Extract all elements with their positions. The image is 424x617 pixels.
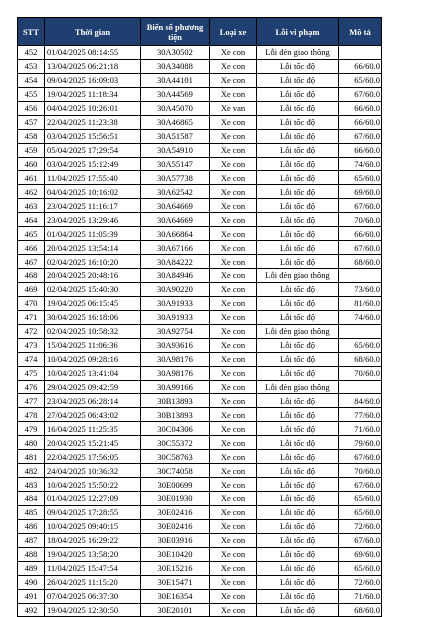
table-row [18,547,382,561]
cell-plate: 30C04306 [141,422,210,436]
cell-plate: 30E15216 [141,561,210,575]
table-row [18,380,382,394]
column-header-time: Thời gian [45,18,141,46]
table-row [18,296,382,310]
cell-time: 19/04/2025 11:18:34 [45,87,141,101]
cell-stt: 452 [18,46,45,60]
cell-vehicle-type: Xe con [210,213,257,227]
cell-plate: 30A99166 [141,380,210,394]
table-row [18,589,382,603]
cell-description: 68/60.0 [339,603,382,617]
cell-plate: 30A93616 [141,338,210,352]
cell-plate: 30B13893 [141,394,210,408]
cell-violation: Lỗi tốc độ [257,282,339,296]
cell-vehicle-type: Xe con [210,450,257,464]
cell-plate: 30A84222 [141,255,210,269]
cell-plate: 30A91933 [141,296,210,310]
table-row [18,561,382,575]
header-row [18,18,382,46]
cell-time: 16/04/2025 11:25:35 [45,422,141,436]
cell-violation: Lỗi tốc độ [257,171,339,185]
cell-time: 18/04/2025 16:29:22 [45,533,141,547]
cell-vehicle-type: Xe con [210,366,257,380]
column-header-plate: Biển số phương tiện [141,18,210,46]
cell-stt: 479 [18,422,45,436]
cell-stt: 465 [18,227,45,241]
cell-time: 23/04/2025 13:29:46 [45,213,141,227]
cell-stt: 461 [18,171,45,185]
cell-violation: Lỗi đèn giao thông [257,269,339,283]
table-row [18,603,382,617]
cell-stt: 487 [18,533,45,547]
table-row [18,199,382,213]
cell-description: 67/60.0 [339,87,382,101]
cell-stt: 484 [18,492,45,506]
cell-time: 01/04/2025 11:05:39 [45,227,141,241]
cell-plate: 30B13893 [141,408,210,422]
cell-vehicle-type: Xe con [210,352,257,366]
cell-plate: 30A57738 [141,171,210,185]
cell-violation: Lỗi tốc độ [257,199,339,213]
cell-description: 65/60.0 [339,492,382,506]
cell-plate: 30E00699 [141,478,210,492]
cell-time: 04/04/2025 10:16:02 [45,185,141,199]
cell-stt: 492 [18,603,45,617]
cell-description: 72/60.0 [339,519,382,533]
cell-time: 09/04/2025 16:09:03 [45,73,141,87]
cell-stt: 472 [18,324,45,338]
cell-time: 29/04/2025 09:42:59 [45,380,141,394]
cell-vehicle-type: Xe con [210,296,257,310]
cell-violation: Lỗi tốc độ [257,241,339,255]
table-row [18,464,382,478]
cell-vehicle-type: Xe con [210,478,257,492]
cell-description: 66/60.0 [339,227,382,241]
cell-description: 79/60.0 [339,436,382,450]
cell-violation: Lỗi đèn giao thông [257,46,339,60]
cell-vehicle-type: Xe van [210,101,257,115]
cell-plate: 30A62542 [141,185,210,199]
cell-vehicle-type: Xe con [210,547,257,561]
table-row [18,575,382,589]
cell-violation: Lỗi tốc độ [257,547,339,561]
cell-violation: Lỗi tốc độ [257,101,339,115]
cell-stt: 491 [18,589,45,603]
cell-violation: Lỗi đèn giao thông [257,324,339,338]
cell-vehicle-type: Xe con [210,115,257,129]
cell-vehicle-type: Xe con [210,73,257,87]
cell-stt: 477 [18,394,45,408]
table-row [18,269,382,283]
table-row [18,157,382,171]
cell-vehicle-type: Xe con [210,408,257,422]
cell-plate: 30A34088 [141,59,210,73]
cell-description: 66/60.0 [339,143,382,157]
cell-plate: 30A44569 [141,87,210,101]
cell-stt: 481 [18,450,45,464]
table-row [18,241,382,255]
cell-plate: 30A98176 [141,352,210,366]
cell-time: 07/04/2025 06:37:30 [45,589,141,603]
cell-description: 67/60.0 [339,199,382,213]
cell-violation: Lỗi tốc độ [257,492,339,506]
cell-violation: Lỗi tốc độ [257,533,339,547]
cell-description: 69/60.0 [339,547,382,561]
cell-time: 19/04/2025 06:15:45 [45,296,141,310]
cell-vehicle-type: Xe con [210,464,257,478]
cell-vehicle-type: Xe con [210,227,257,241]
cell-stt: 454 [18,73,45,87]
cell-vehicle-type: Xe con [210,282,257,296]
cell-vehicle-type: Xe con [210,87,257,101]
cell-description: 71/60.0 [339,589,382,603]
cell-violation: Lỗi tốc độ [257,366,339,380]
cell-stt: 455 [18,87,45,101]
cell-plate: 30E02416 [141,505,210,519]
cell-violation: Lỗi tốc độ [257,73,339,87]
cell-stt: 466 [18,241,45,255]
cell-plate: 30A66864 [141,227,210,241]
cell-time: 19/04/2025 12:30:50 [45,603,141,617]
cell-plate: 30E10420 [141,547,210,561]
cell-plate: 30A44101 [141,73,210,87]
violations-table [17,17,382,617]
table-row [18,115,382,129]
cell-plate: 30C58763 [141,450,210,464]
cell-time: 27/04/2025 06:43:02 [45,408,141,422]
cell-time: 19/04/2025 13:58:20 [45,547,141,561]
cell-time: 05/04/2025 17:29:54 [45,143,141,157]
table-row [18,73,382,87]
cell-time: 10/04/2025 09:40:15 [45,519,141,533]
cell-stt: 486 [18,519,45,533]
cell-violation: Lỗi tốc độ [257,603,339,617]
cell-vehicle-type: Xe con [210,241,257,255]
table-row [18,422,382,436]
cell-vehicle-type: Xe con [210,143,257,157]
cell-violation: Lỗi tốc độ [257,115,339,129]
table-row [18,255,382,269]
cell-violation: Lỗi tốc độ [257,338,339,352]
cell-stt: 482 [18,464,45,478]
cell-description [339,269,382,283]
cell-violation: Lỗi tốc độ [257,422,339,436]
cell-time: 04/04/2025 10:26:01 [45,101,141,115]
cell-description [339,380,382,394]
cell-vehicle-type: Xe con [210,394,257,408]
cell-description: 65/60.0 [339,561,382,575]
cell-time: 20/04/2025 13:54:14 [45,241,141,255]
cell-vehicle-type: Xe con [210,310,257,324]
cell-violation: Lỗi tốc độ [257,87,339,101]
cell-description: 65/60.0 [339,338,382,352]
cell-time: 02/04/2025 16:10:20 [45,255,141,269]
cell-plate: 30A51587 [141,129,210,143]
cell-violation: Lỗi tốc độ [257,561,339,575]
cell-time: 02/04/2025 15:40:30 [45,282,141,296]
cell-vehicle-type: Xe con [210,603,257,617]
cell-vehicle-type: Xe con [210,171,257,185]
cell-stt: 471 [18,310,45,324]
table-row [18,408,382,422]
cell-vehicle-type: Xe con [210,157,257,171]
cell-vehicle-type: Xe con [210,533,257,547]
cell-description [339,324,382,338]
cell-description: 70/60.0 [339,213,382,227]
cell-description: 66/60.0 [339,101,382,115]
cell-stt: 478 [18,408,45,422]
cell-stt: 467 [18,255,45,269]
cell-stt: 480 [18,436,45,450]
table-row [18,352,382,366]
table-row [18,366,382,380]
cell-vehicle-type: Xe con [210,59,257,73]
cell-plate: 30A55147 [141,157,210,171]
table-body [18,46,382,617]
cell-time: 26/04/2025 11:15:20 [45,575,141,589]
cell-description: 74/60.0 [339,157,382,171]
cell-stt: 459 [18,143,45,157]
cell-plate: 30A64669 [141,199,210,213]
cell-violation: Lỗi tốc độ [257,143,339,157]
cell-violation: Lỗi tốc độ [257,129,339,143]
cell-violation: Lỗi tốc độ [257,450,339,464]
cell-description: 68/60.0 [339,352,382,366]
cell-time: 20/04/2025 20:48:16 [45,269,141,283]
cell-description: 65/60.0 [339,73,382,87]
cell-description: 77/60.0 [339,408,382,422]
cell-plate: 30C74058 [141,464,210,478]
cell-vehicle-type: Xe con [210,519,257,533]
cell-time: 03/04/2025 15:56:51 [45,129,141,143]
cell-description: 65/60.0 [339,505,382,519]
cell-stt: 490 [18,575,45,589]
cell-description: 71/60.0 [339,422,382,436]
cell-vehicle-type: Xe con [210,575,257,589]
cell-vehicle-type: Xe con [210,269,257,283]
table-row [18,87,382,101]
cell-stt: 460 [18,157,45,171]
cell-stt: 463 [18,199,45,213]
cell-vehicle-type: Xe con [210,436,257,450]
cell-stt: 462 [18,185,45,199]
cell-violation: Lỗi tốc độ [257,505,339,519]
cell-description: 67/60.0 [339,478,382,492]
cell-description: 66/60.0 [339,115,382,129]
table-row [18,59,382,73]
cell-description: 65/60.0 [339,171,382,185]
cell-violation: Lỗi tốc độ [257,408,339,422]
cell-vehicle-type: Xe con [210,561,257,575]
cell-stt: 476 [18,380,45,394]
cell-plate: 30E20101 [141,603,210,617]
cell-time: 13/04/2025 06:21:18 [45,59,141,73]
cell-description: 73/60.0 [339,282,382,296]
cell-violation: Lỗi tốc độ [257,394,339,408]
cell-vehicle-type: Xe con [210,129,257,143]
cell-plate: 30A45070 [141,101,210,115]
cell-plate: 30A67166 [141,241,210,255]
cell-plate: 30A91933 [141,310,210,324]
cell-plate: 30C55372 [141,436,210,450]
cell-description: 67/60.0 [339,129,382,143]
cell-plate: 30E01930 [141,492,210,506]
cell-time: 22/04/2025 17:56:05 [45,450,141,464]
cell-vehicle-type: Xe con [210,380,257,394]
cell-plate: 30A54910 [141,143,210,157]
table-row [18,436,382,450]
cell-description: 74/60.0 [339,310,382,324]
cell-violation: Lỗi tốc độ [257,255,339,269]
cell-time: 23/04/2025 11:16:17 [45,199,141,213]
cell-violation: Lỗi tốc độ [257,464,339,478]
cell-plate: 30A64669 [141,213,210,227]
cell-violation: Lỗi tốc độ [257,296,339,310]
cell-stt: 485 [18,505,45,519]
cell-violation: Lỗi tốc độ [257,310,339,324]
table-row [18,338,382,352]
column-header-vehicle-type: Loại xe [210,18,257,46]
cell-stt: 457 [18,115,45,129]
table-row [18,519,382,533]
cell-vehicle-type: Xe con [210,589,257,603]
table-row [18,324,382,338]
cell-violation: Lỗi tốc độ [257,575,339,589]
cell-description: 68/60.0 [339,255,382,269]
cell-description [339,46,382,60]
cell-stt: 469 [18,282,45,296]
cell-violation: Lỗi tốc độ [257,436,339,450]
cell-stt: 488 [18,547,45,561]
table-row [18,492,382,506]
cell-stt: 475 [18,366,45,380]
table-row [18,450,382,464]
cell-time: 20/04/2025 15:21:45 [45,436,141,450]
table-row [18,394,382,408]
cell-violation: Lỗi tốc độ [257,519,339,533]
cell-stt: 458 [18,129,45,143]
cell-violation: Lỗi tốc độ [257,185,339,199]
cell-vehicle-type: Xe con [210,324,257,338]
cell-time: 02/04/2025 10:58:32 [45,324,141,338]
cell-plate: 30A98176 [141,366,210,380]
cell-time: 24/04/2025 10:36:32 [45,464,141,478]
cell-stt: 483 [18,478,45,492]
cell-description: 69/60.0 [339,185,382,199]
cell-violation: Lỗi tốc độ [257,227,339,241]
cell-plate: 30A30502 [141,46,210,60]
cell-stt: 468 [18,269,45,283]
table-row [18,171,382,185]
cell-vehicle-type: Xe con [210,338,257,352]
column-header-stt: STT [18,18,45,46]
cell-description: 81/60.0 [339,296,382,310]
cell-description: 67/60.0 [339,450,382,464]
cell-violation: Lỗi tốc độ [257,157,339,171]
table-row [18,505,382,519]
table-row [18,478,382,492]
cell-violation: Lỗi tốc độ [257,213,339,227]
cell-description: 70/60.0 [339,464,382,478]
cell-vehicle-type: Xe con [210,46,257,60]
cell-violation: Lỗi tốc độ [257,589,339,603]
cell-time: 23/04/2025 06:28:14 [45,394,141,408]
cell-time: 30/04/2025 16:18:06 [45,310,141,324]
cell-plate: 30A46865 [141,115,210,129]
cell-plate: 30E16354 [141,589,210,603]
cell-vehicle-type: Xe con [210,505,257,519]
cell-time: 11/04/2025 17:55:40 [45,171,141,185]
cell-time: 01/04/2025 12:27:09 [45,492,141,506]
cell-time: 10/04/2025 13:41:04 [45,366,141,380]
table-row [18,46,382,60]
cell-time: 09/04/2025 17:28:55 [45,505,141,519]
cell-stt: 474 [18,352,45,366]
table-row [18,129,382,143]
cell-description: 70/60.0 [339,366,382,380]
cell-plate: 30E15471 [141,575,210,589]
cell-description: 67/60.0 [339,533,382,547]
cell-plate: 30A84946 [141,269,210,283]
cell-description: 67/60.0 [339,241,382,255]
cell-vehicle-type: Xe con [210,492,257,506]
cell-time: 10/04/2025 09:28:16 [45,352,141,366]
cell-vehicle-type: Xe con [210,199,257,213]
table-row [18,310,382,324]
table-row [18,185,382,199]
cell-description: 84/60.0 [339,394,382,408]
cell-time: 15/04/2025 11:06:36 [45,338,141,352]
cell-vehicle-type: Xe con [210,185,257,199]
cell-plate: 30E03916 [141,533,210,547]
cell-time: 11/04/2025 15:47:54 [45,561,141,575]
table-row [18,213,382,227]
cell-time: 03/04/2025 15:12:49 [45,157,141,171]
column-header-violation: Lỗi vi phạm [257,18,339,46]
cell-stt: 453 [18,59,45,73]
cell-violation: Lỗi tốc độ [257,352,339,366]
column-header-description: Mô tả [339,18,382,46]
table-row [18,533,382,547]
cell-plate: 30A90220 [141,282,210,296]
table-row [18,282,382,296]
cell-description: 72/60.0 [339,575,382,589]
table-row [18,227,382,241]
cell-time: 10/04/2025 15:50:22 [45,478,141,492]
table-row [18,143,382,157]
cell-violation: Lỗi tốc độ [257,59,339,73]
cell-stt: 489 [18,561,45,575]
cell-time: 22/04/2025 11:23:38 [45,115,141,129]
cell-plate: 30E02416 [141,519,210,533]
cell-time: 01/04/2025 08:14:55 [45,46,141,60]
table-header [18,18,382,46]
cell-plate: 30A92754 [141,324,210,338]
cell-stt: 464 [18,213,45,227]
cell-stt: 470 [18,296,45,310]
cell-violation: Lỗi đèn giao thông [257,380,339,394]
cell-vehicle-type: Xe con [210,255,257,269]
cell-stt: 473 [18,338,45,352]
cell-description: 66/60.0 [339,59,382,73]
cell-vehicle-type: Xe con [210,422,257,436]
table-row [18,101,382,115]
cell-violation: Lỗi tốc độ [257,478,339,492]
cell-stt: 456 [18,101,45,115]
